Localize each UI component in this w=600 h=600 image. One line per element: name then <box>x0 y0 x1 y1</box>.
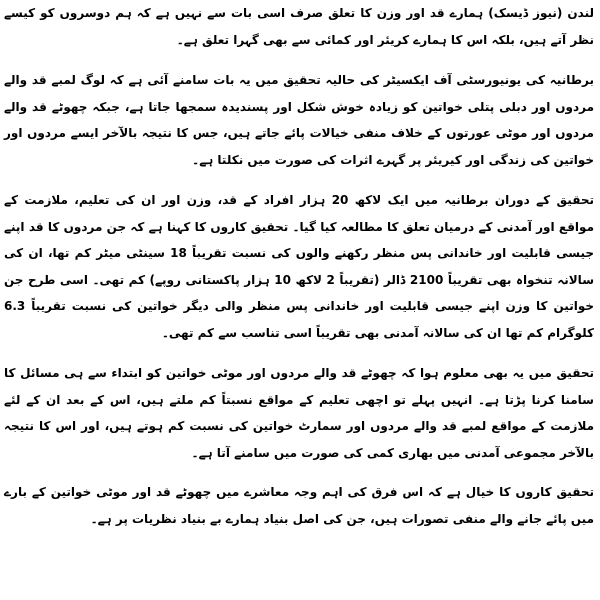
article-paragraph-research-findings: برطانیہ کی یونیورسٹی آف ایکسیٹر کی حالیہ تحقیق میں یہ بات سامنے آئی ہے کہ لوگ لمبے قد والے مردوں اور دبلی پتلی خواتین کو زیادہ خوش شکل اور پسندیدہ سمجھا جاتا ہے، جبکہ چھوٹے قد والے مردوں اور موٹی عورتوں کے خلاف منفی خیالات پائے جاتے ہیں، جس کا نتیجہ بالآخر ایسے مردوں اور خواتین کی زندگی اور کیریئر پر گہرے اثرات کی صورت میں نکلتا ہے۔ <box>4 73 594 167</box>
article-paragraph-study-details: تحقیق کے دوران برطانیہ میں ایک لاکھ 20 ہزار افراد کے قد، وزن اور ان کی تعلیم، ملازمت کے مواقع اور آمدنی کے درمیان تعلق کا مطالعہ کیا گیا۔ تحقیق کاروں کا کہنا ہے کہ جن مردوں کا قد اپنے جیسی قابلیت اور خاندانی پس منظر رکھنے والوں کی نسبت تقریباً 18 سینٹی میٹر کم تھا، ان کی سالانہ تنخواہ بھی تقریباً 2100 ڈالر (تقریباً 2 لاکھ 10 ہزار پاکستانی روپے) کم تھی۔ اسی طرح جن خواتین کا وزن اپنے جیسی قابلیت اور خاندانی پس منظر والی دیگر خواتین کی نسبت تقریباً 6.3 کلوگرام کم تھا ان کی سالانہ آمدنی بھی تقریباً اسی تناسب سے کم تھی۔ <box>4 193 595 340</box>
article-paragraph-early-problems: تحقیق میں یہ بھی معلوم ہوا کہ چھوٹے قد والے مردوں اور موٹی خواتین کو ابتداء سے ہی مسائل کا سامنا کرنا پڑتا ہے۔ انہیں پہلے تو اچھی تعلیم کے مواقع نسبتاً کم ملتے ہیں، اس کے بعد ان کے لئے ملازمت کے مواقع لمبے قد والے مردوں اور سمارٹ خواتین کی نسبت کم ہوتے ہیں، اور اس کا نتیجہ بالآخر مجموعی آمدنی میں بھاری کمی کی صورت میں سامنے آتا ہے۔ <box>4 366 594 460</box>
article-paragraph-conclusion: تحقیق کاروں کا خیال ہے کہ اس فرق کی اہم وجہ معاشرے میں چھوٹے قد اور موٹی خواتین کے بارے میں پائے جانے والے منفی تصورات ہیں، جن کی اصل بنیاد ہمارے بے بنیاد نظریات پر ہے۔ <box>4 485 594 526</box>
article-paragraph-intro: لندن (نیوز ڈیسک) ہمارے قد اور وزن کا تعلق صرف اسی بات سے نہیں ہے کہ ہم دوسروں کو کیسے نظر آتے ہیں، بلکہ اس کا ہمارے کریئر اور کمائی سے بھی گہرا تعلق ہے۔ <box>4 6 594 47</box>
news-article <box>4 0 594 532</box>
